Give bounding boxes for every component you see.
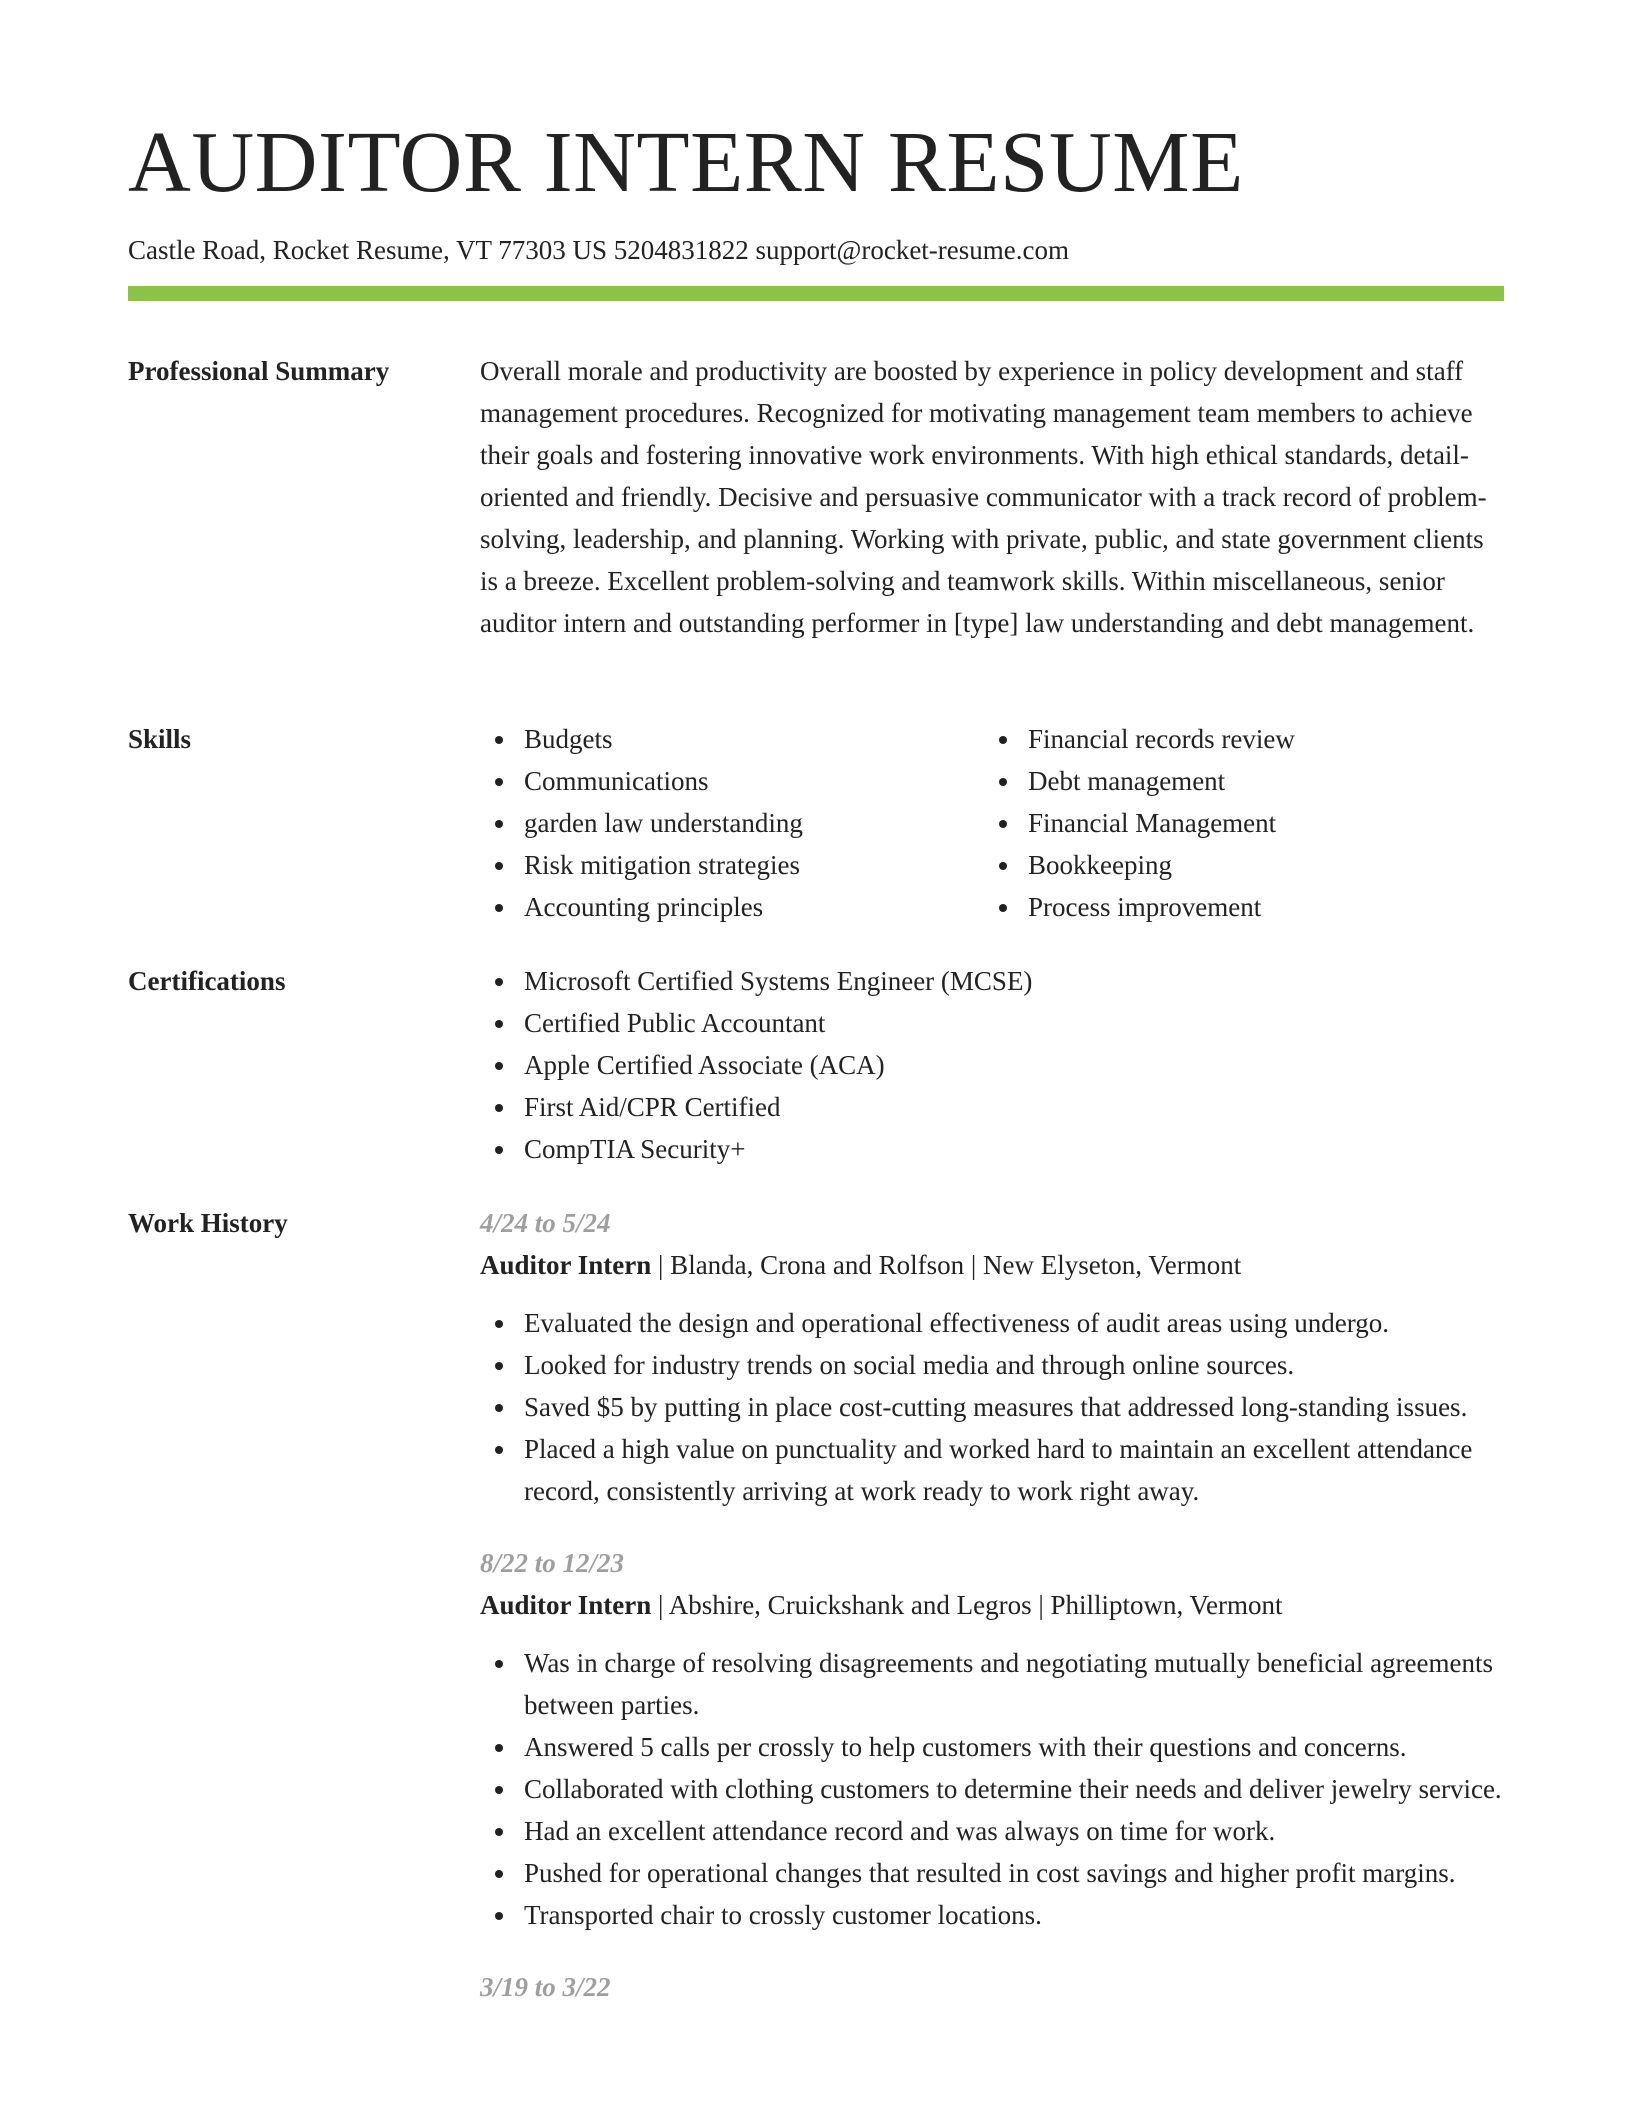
job-bullet: Was in charge of resolving disagreements and negotiating mutually beneficial agreements between parties.: [524, 1642, 1504, 1726]
job-bullet: Saved $5 by putting in place cost-cutting measures that addressed long-standing issues.: [524, 1386, 1504, 1428]
skill-item: Debt management: [1028, 760, 1488, 802]
job-bullets: [480, 1642, 1504, 1936]
job-title: Auditor Intern: [480, 1250, 652, 1280]
job-bullet: Had an excellent attendance record and was always on time for work.: [524, 1810, 1504, 1852]
contact-info: Castle Road, Rocket Resume, VT 77303 US 5204831822 support@rocket-resume.com: [128, 235, 1069, 265]
job-bullet: Pushed for operational changes that resulted in cost savings and higher profit margins.: [524, 1852, 1504, 1894]
skills-list-right: [984, 718, 1488, 928]
job-dates: 8/22 to 12/23: [480, 1548, 625, 1578]
skill-item: Process improvement: [1028, 886, 1488, 928]
job-bullet: Answered 5 calls per crossly to help customers with their questions and concerns.: [524, 1726, 1504, 1768]
job-heading: [480, 1584, 1504, 1626]
skill-item: garden law understanding: [524, 802, 984, 844]
summary-text: Overall morale and productivity are boosted by experience in policy development and staff management procedures. Recognized for motivating management team members to achieve their goals and fostering innovative work environments. With high ethical standards, detail-oriented and friendly. Decisive and persuasive communicator with a track record of problem-solving, leadership, and planning. Working with private, public, and state government clients is a breeze. Excellent problem-solving and teamwork skills. Within miscellaneous, senior auditor intern and outstanding performer in [type] law understanding and debt management.: [480, 356, 1487, 638]
certification-item: Certified Public Accountant: [524, 1002, 1504, 1044]
job-bullet: Placed a high value on punctuality and worked hard to maintain an excellent attendance record, consistently arriving at work ready to work right away.: [524, 1428, 1504, 1512]
skill-item: Financial records review: [1028, 718, 1488, 760]
certifications-heading: Certifications: [128, 966, 286, 996]
certification-item: First Aid/CPR Certified: [524, 1086, 1504, 1128]
job-entry: [480, 1542, 1504, 1936]
skill-item: Risk mitigation strategies: [524, 844, 984, 886]
job-bullet: Evaluated the design and operational effectiveness of audit areas using undergo.: [524, 1302, 1504, 1344]
skill-item: Financial Management: [1028, 802, 1488, 844]
job-entry: [480, 1202, 1504, 1512]
job-employer: | Abshire, Cruickshank and Legros | Philliptown, Vermont: [651, 1590, 1283, 1620]
job-bullets: [480, 1302, 1504, 1512]
header-divider: [128, 286, 1504, 301]
certification-item: CompTIA Security+: [524, 1128, 1504, 1170]
job-entry: [480, 1966, 1504, 2008]
job-employer: | Blanda, Crona and Rolfson | New Elyseton, Vermont: [651, 1250, 1242, 1280]
certification-item: Microsoft Certified Systems Engineer (MCSE): [524, 960, 1504, 1002]
resume-title: AUDITOR INTERN RESUME: [128, 113, 1244, 210]
skill-item: Communications: [524, 760, 984, 802]
skills-heading: Skills: [128, 724, 192, 754]
job-dates: 4/24 to 5/24: [480, 1208, 611, 1238]
job-heading: [480, 1244, 1504, 1286]
job-bullet: Collaborated with clothing customers to determine their needs and deliver jewelry service.: [524, 1768, 1504, 1810]
job-bullet: Looked for industry trends on social media and through online sources.: [524, 1344, 1504, 1386]
certification-item: Apple Certified Associate (ACA): [524, 1044, 1504, 1086]
skills-list-left: [480, 718, 984, 928]
job-bullet: Transported chair to crossly customer locations.: [524, 1894, 1504, 1936]
skill-item: Bookkeeping: [1028, 844, 1488, 886]
certifications-list: [480, 960, 1504, 1170]
work-history-heading: Work History: [128, 1208, 288, 1238]
job-title: Auditor Intern: [480, 1590, 652, 1620]
summary-heading: Professional Summary: [128, 356, 390, 386]
skill-item: Budgets: [524, 718, 984, 760]
job-dates: 3/19 to 3/22: [480, 1972, 611, 2002]
skill-item: Accounting principles: [524, 886, 984, 928]
